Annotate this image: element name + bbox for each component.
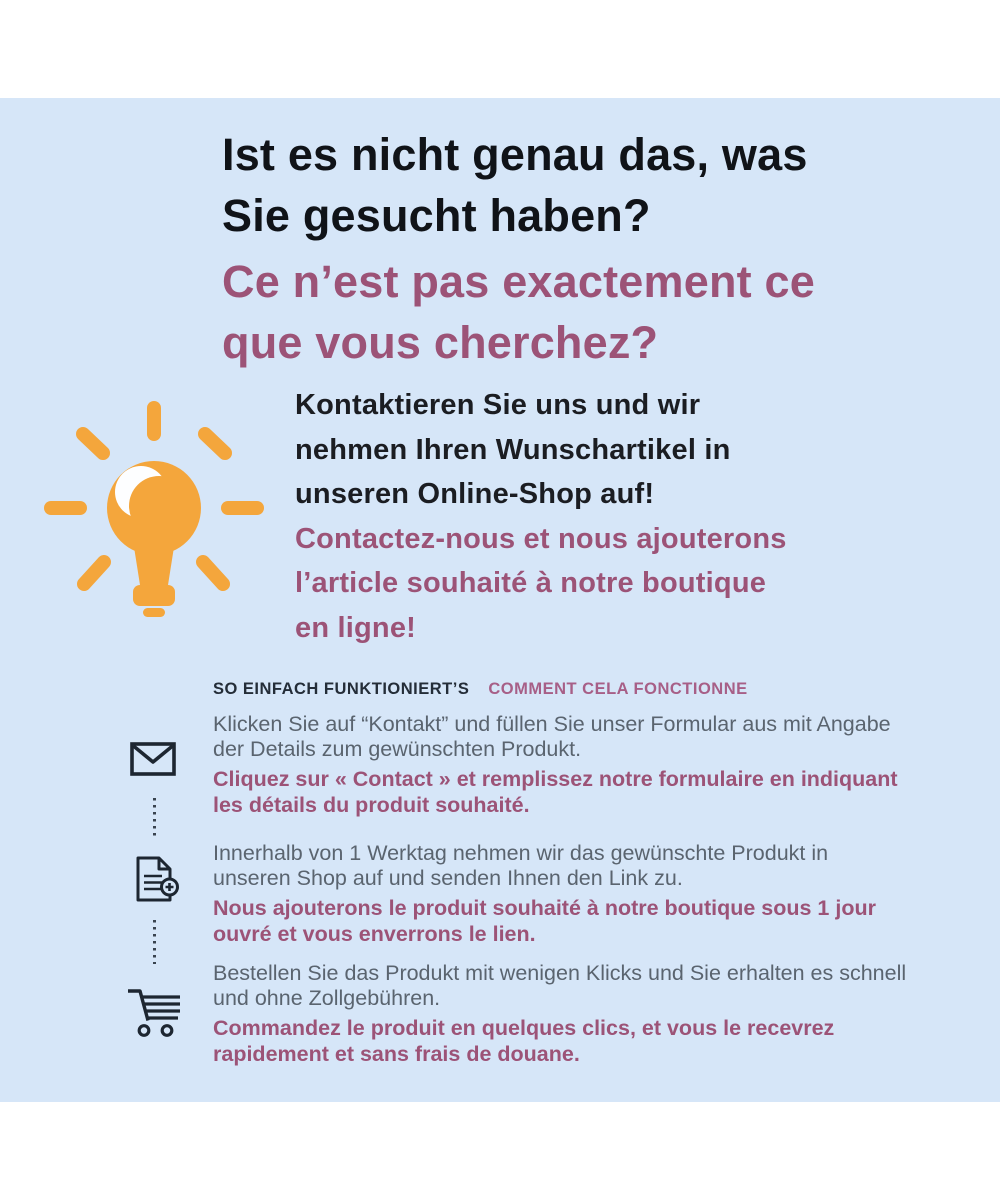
intro-german-line2: nehmen Ihren Wunschartikel in: [295, 433, 731, 466]
step-text-french: Cliquez sur « Contact » et remplissez notre formulaire en indiquant les détails du produit souhaité.: [213, 767, 898, 817]
intro-french-line3: en ligne!: [295, 611, 417, 644]
headline: [222, 124, 815, 373]
intro-german: [295, 383, 787, 517]
section-label-french: COMMENT CELA FONCTIONNE: [488, 680, 748, 698]
headline-french-line2: que vous cherchez?: [222, 317, 659, 368]
intro-german-line3: unseren Online-Shop auf!: [295, 478, 655, 510]
document-add-icon: [131, 856, 179, 904]
section-label-german: SO EINFACH FUNKTIONIERT’S: [213, 680, 470, 698]
section-header: [213, 680, 748, 699]
step-text-french: Commandez le produit en quelques clics, et vous le recevrez rapidement et sans frais de douane.: [213, 1016, 835, 1066]
intro-text: [295, 383, 787, 650]
step-text-german: Bestellen Sie das Produkt mit wenigen Klicks und Sie erhalten es schnell und ohne Zollgebühren.: [213, 961, 907, 1010]
shopping-cart-icon: [126, 988, 182, 1038]
headline-german-line1: Ist es nicht genau das, was: [222, 129, 808, 180]
step-text-german: Innerhalb von 1 Werktag nehmen wir das gewünschte Produkt in unseren Shop auf und senden Ihnen den Link zu.: [213, 841, 829, 890]
dotted-connector: [153, 798, 156, 840]
step-text-german: Klicken Sie auf “Kontakt” und füllen Sie unser Formular aus mit Angabe der Details zum gewünschten Produkt.: [213, 712, 891, 761]
step-row: [213, 712, 953, 818]
step-text-french: Nous ajouterons le produit souhaité à notre boutique sous 1 jour ouvré et vous enverrons le lien.: [213, 896, 876, 946]
intro-german-line1: Kontaktieren Sie uns und wir: [295, 389, 701, 421]
intro-french-line2: l’article souhaité à notre boutique: [295, 567, 767, 599]
envelope-icon: [130, 742, 176, 776]
headline-french: [222, 251, 815, 373]
step-row: [213, 961, 953, 1067]
headline-german-line2: Sie gesucht haben?: [222, 190, 651, 241]
intro-french-line1: Contactez-nous et nous ajouterons: [295, 522, 787, 555]
headline-french-line1: Ce n’est pas exactement ce: [222, 256, 815, 307]
lightbulb-icon: [38, 392, 268, 622]
dotted-connector: [153, 920, 156, 964]
step-row: [213, 841, 953, 947]
intro-french: [295, 517, 787, 651]
headline-german: [222, 124, 815, 246]
